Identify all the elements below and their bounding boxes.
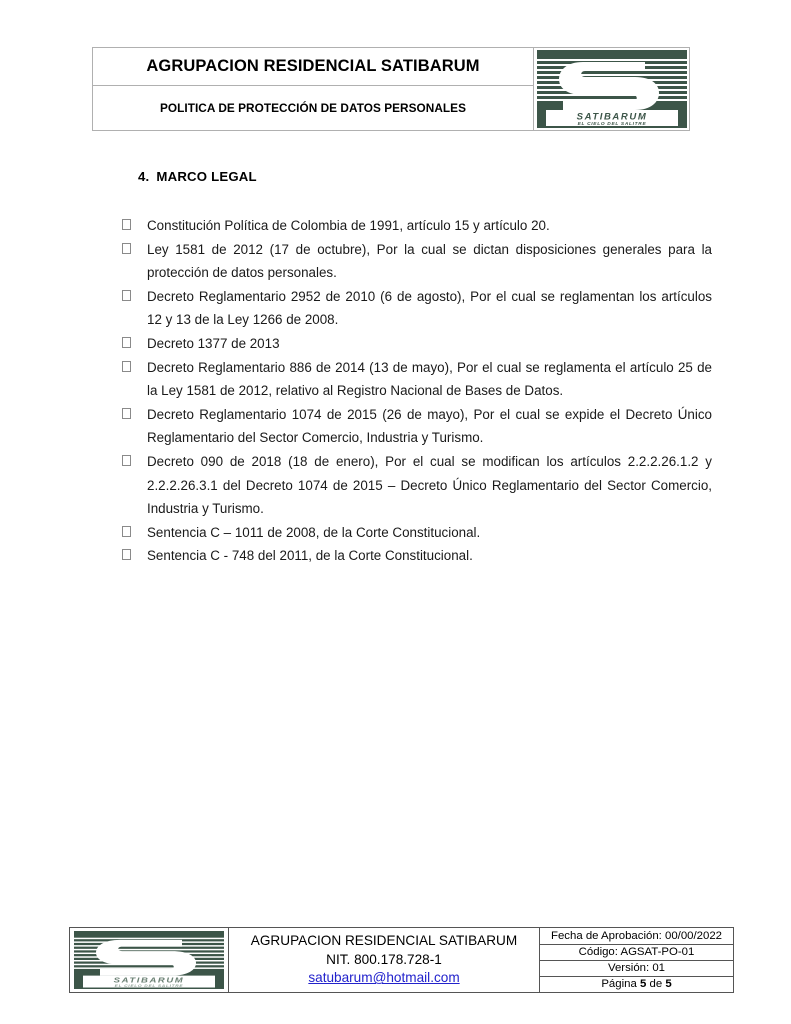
footer-metadata-table (540, 929, 733, 992)
document-footer-table (69, 927, 734, 993)
footer-email-link[interactable]: satubarum@hotmail.com (308, 970, 460, 986)
footer-code: Código: AGSAT-PO-01 (540, 944, 733, 960)
list-item-text: Ley 1581 de 2012 (17 de octubre), Por la cual se dictan disposiciones generales para la protección de datos personales. (147, 241, 712, 281)
list-item (120, 356, 712, 403)
square-bullet-icon (122, 526, 131, 537)
list-item (120, 544, 712, 568)
list-item (120, 521, 712, 545)
logo-tagline-text: EL CIELO DEL SALITRE (577, 122, 647, 127)
header-company-title: AGRUPACION RESIDENCIAL SATIBARUM (146, 57, 480, 76)
list-item (120, 450, 712, 521)
satibarum-logo-footer-icon (74, 931, 224, 989)
footer-version: Versión: 01 (540, 960, 733, 976)
footer-logo-tagline-text: EL CIELO DEL SALITRE (114, 983, 184, 988)
section-number: 4. (138, 169, 150, 184)
list-item (120, 214, 712, 238)
list-item (120, 285, 712, 332)
footer-page-current: 5 (639, 978, 647, 990)
footer-company-name: AGRUPACION RESIDENCIAL SATIBARUM (250, 933, 518, 949)
list-item-text: Decreto Reglamentario 886 de 2014 (13 de mayo), Por el cual se reglamenta el artículo 25 de la Ley 1581 de 2012, relativo al Registro Nacional de Bases de Datos. (147, 359, 712, 399)
footer-page-total: 5 (665, 978, 672, 990)
square-bullet-icon (122, 290, 131, 301)
square-bullet-icon (122, 219, 131, 230)
square-bullet-icon (122, 337, 131, 348)
list-item-text: Sentencia C – 1011 de 2008, de la Corte Constitucional. (147, 524, 481, 540)
footer-logo-brand-text: SATIBARUM (113, 975, 185, 985)
list-item (120, 238, 712, 285)
square-bullet-icon (122, 549, 131, 560)
square-bullet-icon (122, 361, 131, 372)
square-bullet-icon (122, 243, 131, 254)
list-item-text: Decreto 1377 de 2013 (147, 335, 280, 351)
list-item-text: Decreto Reglamentario 2952 de 2010 (6 de agosto), Por el cual se reglamentan los artículos 12 y 13 de la Ley 1266 de 2008. (147, 288, 712, 328)
satibarum-logo-icon (537, 50, 687, 128)
list-item (120, 332, 712, 356)
footer-approval-date: Fecha de Aprobación: 00/00/2022 (540, 929, 733, 945)
footer-metadata-cell (540, 928, 734, 993)
footer-page-number (540, 976, 733, 992)
footer-company-cell (229, 928, 540, 993)
list-item-text: Constitución Política de Colombia de 1991, artículo 15 y artículo 20. (147, 218, 550, 233)
footer-nit: NIT. 800.178.728-1 (326, 951, 442, 967)
document-header-table (92, 47, 690, 131)
logo-brand-text: SATIBARUM (576, 111, 648, 123)
square-bullet-icon (122, 455, 131, 466)
list-item-text: Decreto 090 de 2018 (18 de enero), Por el cual se modifican los artículos 2.2.2.26.1.2 y 2.2.2.26.3.1 del Decreto 1074 de 2015 – Decreto Único Reglamentario del Sector Comercio, Industria y Turismo. (147, 453, 712, 517)
legal-framework-list (120, 214, 712, 568)
footer-page-label: Página (601, 978, 637, 990)
footer-logo-cell (70, 928, 229, 993)
square-bullet-icon (122, 408, 131, 419)
footer-page-of: de (649, 978, 663, 990)
header-document-title: POLITICA DE PROTECCIÓN DE DATOS PERSONALES (159, 101, 466, 116)
section-heading (138, 169, 257, 184)
list-item (120, 403, 712, 450)
header-logo-cell (534, 48, 690, 131)
header-company-title-cell (93, 48, 534, 86)
list-item-text: Sentencia C - 748 del 2011, de la Corte Constitucional. (147, 548, 473, 564)
section-title: MARCO LEGAL (156, 169, 257, 184)
header-document-title-cell (93, 86, 534, 131)
list-item-text: Decreto Reglamentario 1074 de 2015 (26 de mayo), Por el cual se expide el Decreto Único Reglamentario del Sector Comercio, Industria y Turismo. (147, 406, 712, 446)
